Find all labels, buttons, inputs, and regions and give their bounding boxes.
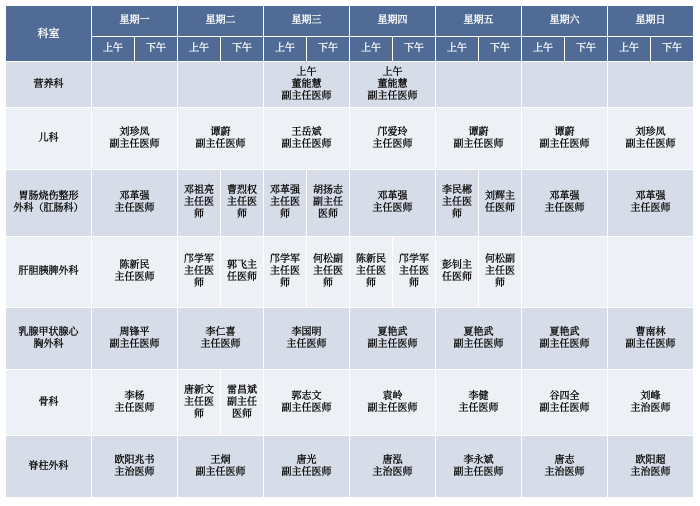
day-header-sat: 星期六 xyxy=(522,6,608,37)
table-row xyxy=(6,308,694,370)
slot-mon: 邓革强 主任医师 xyxy=(92,170,178,237)
am-header: 上午 xyxy=(522,37,565,62)
table-row xyxy=(6,108,694,170)
slot-tue-pm: 郭飞主任医师 xyxy=(221,237,264,308)
am-header: 上午 xyxy=(264,37,307,62)
slot-thu-am: 陈新民主任医师 xyxy=(350,237,393,308)
slot-sat: 谷四全 副主任医师 xyxy=(522,370,608,436)
slot-tue-pm: 曹烈权主任医师 xyxy=(221,170,264,237)
slot-sun: 曹南林 副主任医师 xyxy=(608,308,694,370)
slot-wed: 唐光 副主任医师 xyxy=(264,436,350,498)
day-header-fri: 星期五 xyxy=(436,6,522,37)
slot-sat: 谭蔚 副主任医师 xyxy=(522,108,608,170)
day-header-thu: 星期四 xyxy=(350,6,436,37)
slot-wed: 郭志文 副主任医师 xyxy=(264,370,350,436)
slot-thu: 邝爱玲 主任医师 xyxy=(350,108,436,170)
am-header: 上午 xyxy=(608,37,651,62)
slot-wed: 王岳斌 副主任医师 xyxy=(264,108,350,170)
slot-fri xyxy=(436,62,522,108)
dept-name-nutrition: 营养科 xyxy=(6,62,92,108)
day-header-sun: 星期日 xyxy=(608,6,694,37)
dept-name-breast: 乳腺甲状腺心 胸外科 xyxy=(6,308,92,370)
table-row xyxy=(6,436,694,498)
dept-name-hepato: 肝胆胰脾外科 xyxy=(6,237,92,308)
am-header: 上午 xyxy=(436,37,479,62)
day-header-wed: 星期三 xyxy=(264,6,350,37)
table-row xyxy=(6,62,694,108)
slot-mon xyxy=(92,62,178,108)
slot-sun: 邓革强 主任医师 xyxy=(608,170,694,237)
slot-sun: 刘珍凤 副主任医师 xyxy=(608,108,694,170)
day-header-tue: 星期二 xyxy=(178,6,264,37)
slot-wed-pm: 胡扬志副主任医师 xyxy=(307,170,350,237)
schedule-table xyxy=(5,5,694,498)
slot-thu: 唐泓 主治医师 xyxy=(350,436,436,498)
slot-thu-pm: 邝学军主任医师 xyxy=(393,237,436,308)
slot-sun: 刘峰 主治医师 xyxy=(608,370,694,436)
slot-tue: 王炯 副主任医师 xyxy=(178,436,264,498)
table-row xyxy=(6,370,694,436)
slot-sun: 欧阳超 主治医师 xyxy=(608,436,694,498)
slot-fri-pm: 何松副主任医师 xyxy=(479,237,522,308)
pm-header: 下午 xyxy=(651,37,694,62)
slot-tue-am: 邝学军主任医师 xyxy=(178,237,221,308)
slot-wed: 李国明 主任医师 xyxy=(264,308,350,370)
dept-column-header: 科室 xyxy=(6,6,92,62)
pm-header: 下午 xyxy=(307,37,350,62)
slot-sat xyxy=(522,62,608,108)
slot-fri: 李永斌 副主任医师 xyxy=(436,436,522,498)
am-header: 上午 xyxy=(178,37,221,62)
slot-mon: 欧阳兆书 主治医师 xyxy=(92,436,178,498)
slot-tue-am: 邓祖亮主任医师 xyxy=(178,170,221,237)
slot-fri-am: 李民郴主任医师 xyxy=(436,170,479,237)
slot-wed-pm: 何松副主任医师 xyxy=(307,237,350,308)
slot-mon: 刘珍凤 副主任医师 xyxy=(92,108,178,170)
slot-mon: 李杨 主任医师 xyxy=(92,370,178,436)
pm-header: 下午 xyxy=(221,37,264,62)
slot-thu: 邓革强 主任医师 xyxy=(350,170,436,237)
slot-tue-pm: 雷昌斌副主任医师 xyxy=(221,370,264,436)
schedule-wrapper xyxy=(5,5,694,498)
slot-fri: 李健 主任医师 xyxy=(436,370,522,436)
slot-fri: 谭蔚 副主任医师 xyxy=(436,108,522,170)
pm-header: 下午 xyxy=(479,37,522,62)
slot-sun xyxy=(608,62,694,108)
slot-fri-am: 彭钊主任医师 xyxy=(436,237,479,308)
am-header: 上午 xyxy=(350,37,393,62)
slot-sat: 邓革强 主任医师 xyxy=(522,170,608,237)
slot-tue-am: 唐新文主任医师 xyxy=(178,370,221,436)
slot-wed-am: 邝学军主任医师 xyxy=(264,237,307,308)
slot-sat: 夏艳武 副主任医师 xyxy=(522,308,608,370)
slot-thu: 上午 董能慧 副主任医师 xyxy=(350,62,436,108)
dept-name-ortho: 骨科 xyxy=(6,370,92,436)
slot-fri: 夏艳武 副主任医师 xyxy=(436,308,522,370)
dept-name-gastro: 胃肠烧伤整形 外科（肛肠科） xyxy=(6,170,92,237)
slot-thu: 夏艳武 副主任医师 xyxy=(350,308,436,370)
slot-mon: 陈新民 主任医师 xyxy=(92,237,178,308)
slot-tue xyxy=(178,62,264,108)
slot-thu: 袁岭 副主任医师 xyxy=(350,370,436,436)
slot-mon: 周锋平 副主任医师 xyxy=(92,308,178,370)
slot-tue: 李仁喜 主任医师 xyxy=(178,308,264,370)
day-header-mon: 星期一 xyxy=(92,6,178,37)
slot-sun xyxy=(608,237,694,308)
pm-header: 下午 xyxy=(135,37,178,62)
am-header: 上午 xyxy=(92,37,135,62)
dept-name-spine: 脊柱外科 xyxy=(6,436,92,498)
pm-header: 下午 xyxy=(393,37,436,62)
pm-header: 下午 xyxy=(565,37,608,62)
slot-fri-pm: 刘辉主任医师 xyxy=(479,170,522,237)
slot-sat: 唐志 主治医师 xyxy=(522,436,608,498)
dept-name-pediatrics: 儿科 xyxy=(6,108,92,170)
slot-wed: 上午 董能慧 副主任医师 xyxy=(264,62,350,108)
slot-tue: 谭蔚 副主任医师 xyxy=(178,108,264,170)
table-row xyxy=(6,170,694,237)
table-row xyxy=(6,237,694,308)
slot-sat xyxy=(522,237,608,308)
slot-wed-am: 邓革强主任医师 xyxy=(264,170,307,237)
